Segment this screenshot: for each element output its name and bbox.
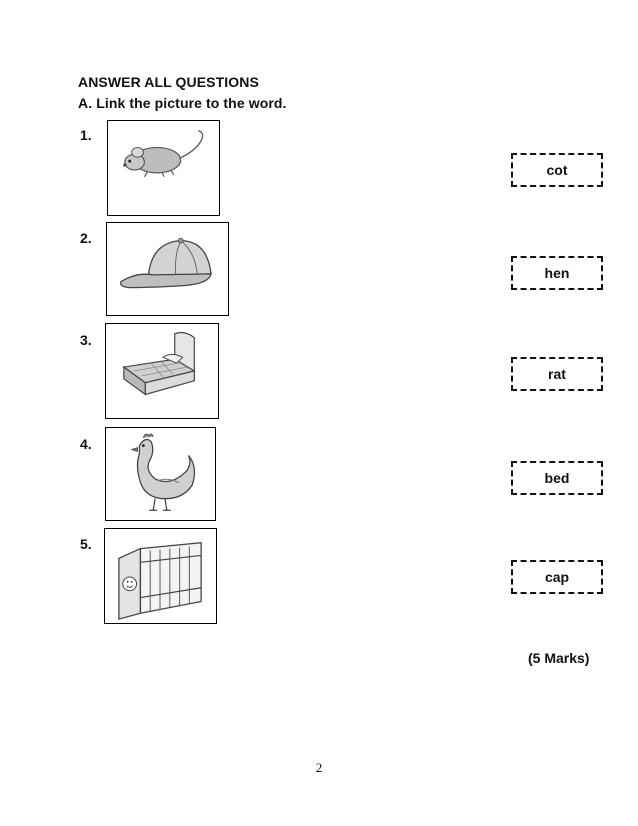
word-box-cap[interactable]: cap (511, 560, 603, 594)
picture-frame-2[interactable] (106, 222, 229, 316)
section-instruction: A. Link the picture to the word. (78, 95, 287, 111)
picture-frame-3[interactable] (105, 323, 219, 419)
word-box-bed[interactable]: bed (511, 461, 603, 495)
rat-icon (108, 121, 219, 215)
word-box-cot[interactable]: cot (511, 153, 603, 187)
hen-icon (106, 428, 215, 520)
word-box-rat[interactable]: rat (511, 357, 603, 391)
question-number-1: 1. (80, 127, 92, 143)
cot-icon (105, 529, 216, 623)
word-box-hen[interactable]: hen (511, 256, 603, 290)
section-title: ANSWER ALL QUESTIONS (78, 74, 259, 90)
page-number: 2 (315, 760, 323, 775)
bed-icon (106, 324, 218, 418)
marks-label: (5 Marks) (528, 650, 590, 666)
picture-frame-4[interactable] (105, 427, 216, 521)
question-number-5: 5. (80, 536, 92, 552)
picture-frame-5[interactable] (104, 528, 217, 624)
cap-icon (107, 223, 228, 315)
picture-frame-1[interactable] (107, 120, 220, 216)
question-number-2: 2. (80, 230, 92, 246)
question-number-4: 4. (80, 436, 92, 452)
question-number-3: 3. (80, 332, 92, 348)
